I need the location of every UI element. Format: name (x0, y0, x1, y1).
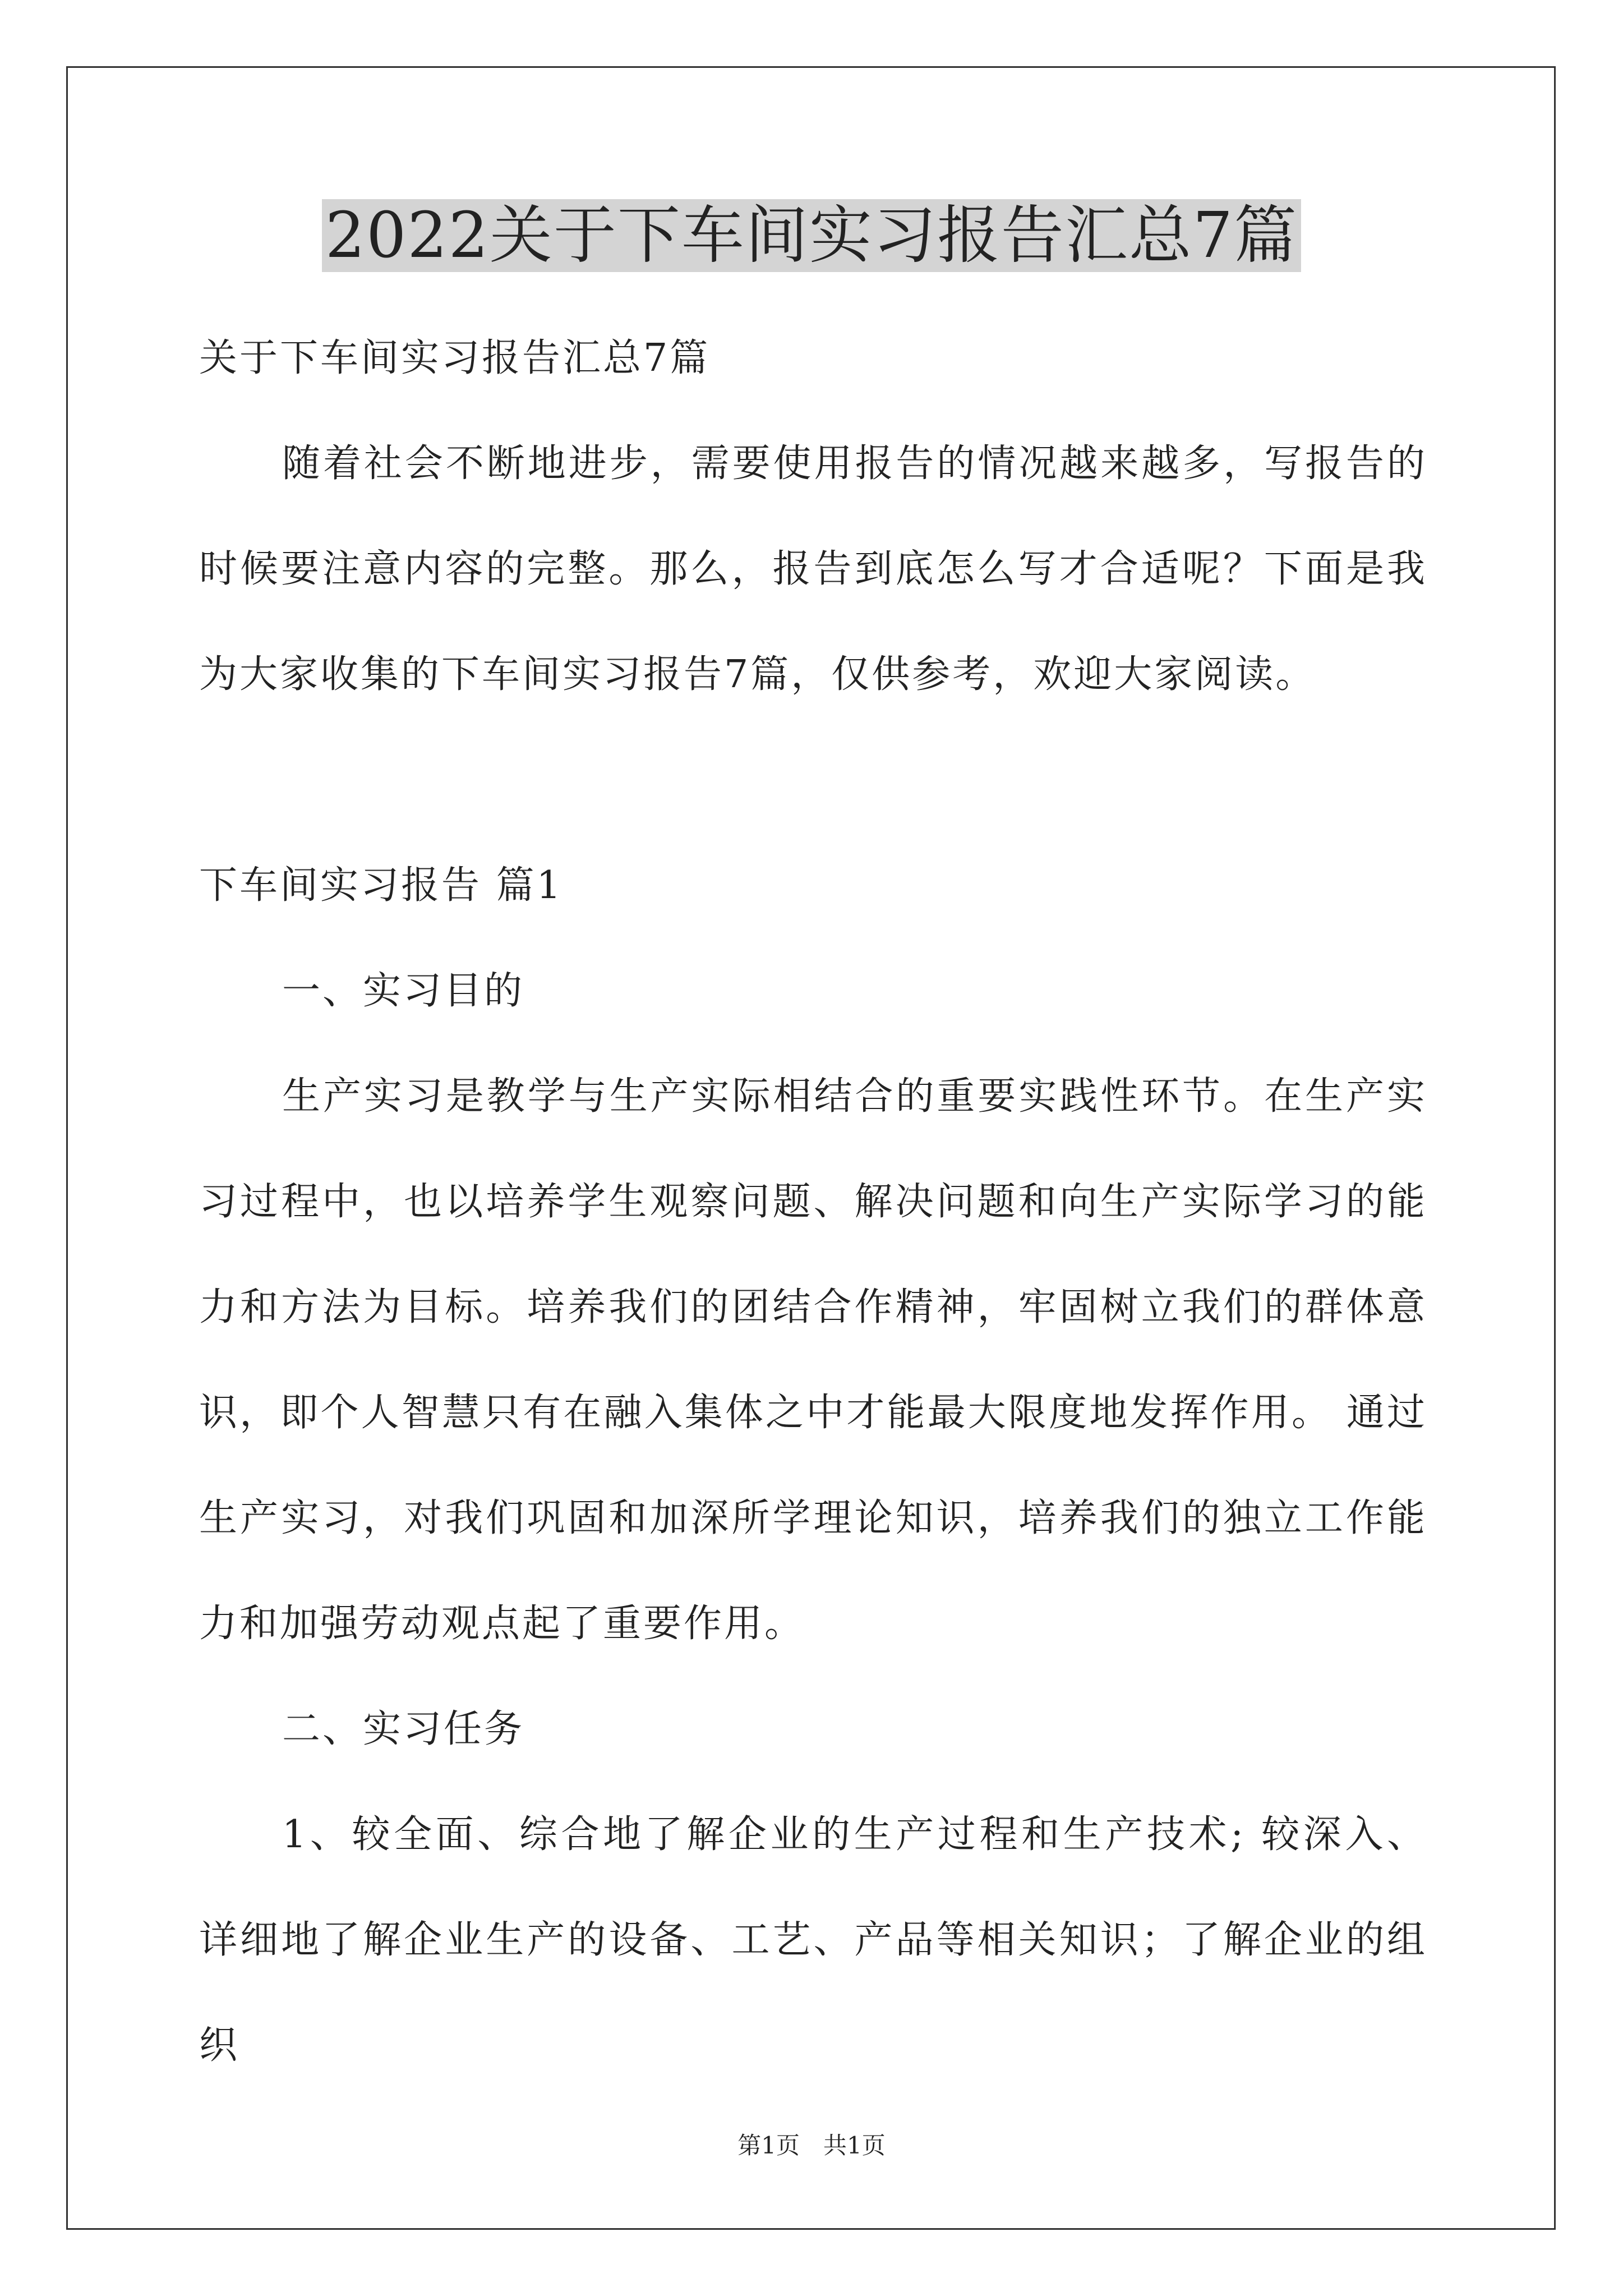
document-subtitle: 关于下车间实习报告汇总7篇 (199, 336, 711, 380)
document-body (199, 306, 1427, 2099)
heading-purpose: 一、实习目的 (282, 969, 525, 1013)
page-footer: 第1页 共1页 (737, 2132, 886, 2159)
paragraph-purpose: 生产实习是教学与生产实际相结合的重要实践性环节。在生产实习过程中，也以培养学生观察问题、解决问题和向生产实际学习的能力和方法为目标。培养我们的团结合作精神，牢固树立我们的群体意识，即个人智慧只有在融入集体之中才能最大限度地发挥作用。 通过生产实习，对我们巩固和加深所学理论知识，培养我们的独立工作能力和加强劳动观点起了重要作用。 (199, 1074, 1427, 1646)
paragraph-tasks: 1、较全面、综合地了解企业的生产过程和生产技术; 较深入、详细地了解企业生产的设备、工艺、产品等相关知识；了解企业的组织 (199, 1812, 1427, 2068)
intro-paragraph: 随着社会不断地进步，需要使用报告的情况越来越多，写报告的时候要注意内容的完整。那么，报告到底怎么写才合适呢？下面是我为大家收集的下车间实习报告7篇，仅供参考，欢迎大家阅读。 (199, 441, 1427, 697)
section-heading: 下车间实习报告 篇1 (199, 863, 563, 908)
document-title-text: 2022关于下车间实习报告汇总7篇 (322, 199, 1301, 272)
heading-tasks: 二、实习任务 (282, 1707, 525, 1751)
document-title (0, 194, 1623, 278)
section-spacer (199, 728, 1427, 833)
